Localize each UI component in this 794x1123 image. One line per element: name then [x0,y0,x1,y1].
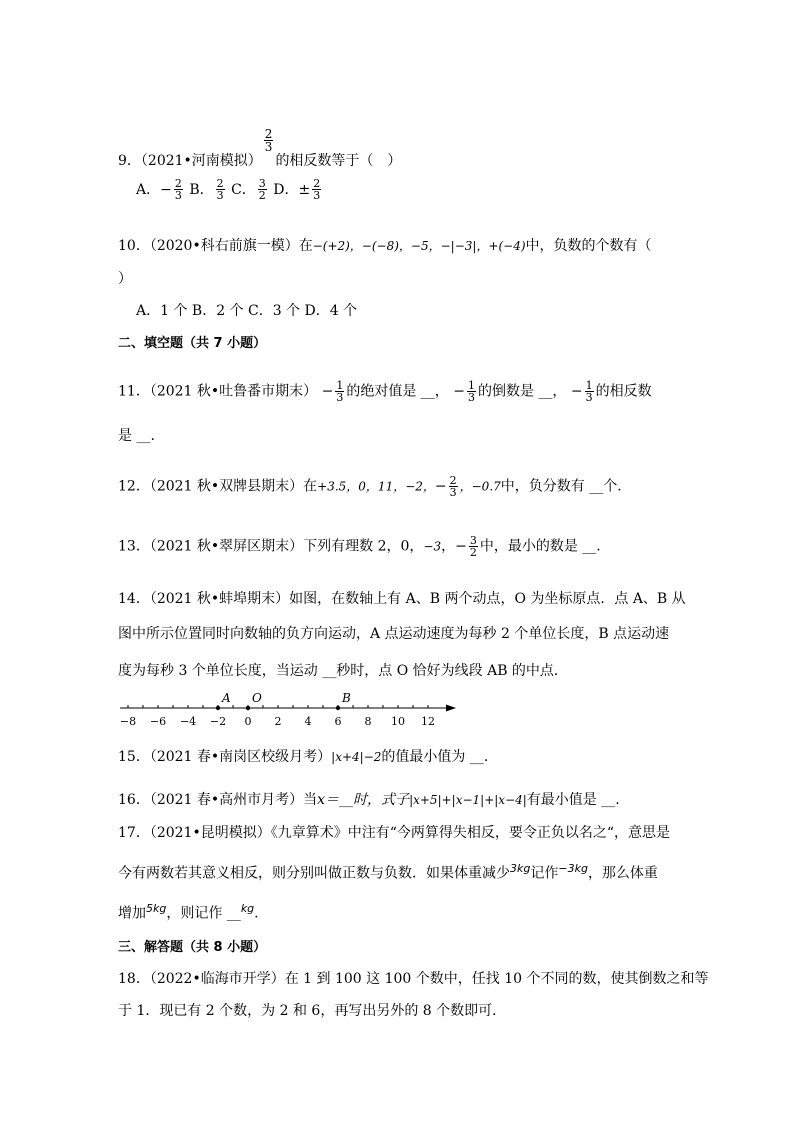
tick-label: 0 [244,715,252,728]
q9-option-d: D．± $\frac{2}{3}$ [273,177,321,202]
axis-arrow [446,705,456,712]
q17-line1: 17．（2021•昆明模拟）《九章算术》中注有“今两算得失相反，要令正负以名之“，意思是 [118,825,671,841]
question-12: 12．（2021 秋•双牌县期末）在+3.5，0，11，−2，− $\frac{2}{3}$ ，−0.7中，负分数有 __个. [118,474,622,499]
q16-expr: |x+5|+|x−1|+|x−4| [409,793,527,807]
q9-option-c: C． $\frac{3}{2}$ [231,177,266,202]
q9-options [136,178,323,201]
tick-label: 12 [421,715,435,728]
q18-line2: 于 1．现已有 2 个数，为 2 和 6，再写出另外的 8 个数即可． [118,1003,507,1019]
question-16: 16．（2021 春•高州市月考）当x＝__时，式子|x+5|+|x−1|+|x−4|有最小值是 __. [118,792,620,808]
q10-line2: ） [118,271,132,287]
question-15: 15．（2021 春•南岗区校级月考）|x+4|−2的值最小值为 __. [118,749,489,765]
point-a [216,706,220,710]
q9-prefix: 9．（2021•河南模拟） [118,153,262,169]
q15-expr: |x+4|−2 [331,750,382,764]
question-9 [118,128,401,170]
tick-label: 10 [391,715,405,728]
point-label-b: B [342,691,351,705]
q14-line3: 度为每秒 3 个单位长度，当运动 __秒时，点 O 恰好为线段 AB 的中点． [118,663,568,679]
tick-label: 4 [304,715,312,728]
q11-line2: 是 __. [118,428,155,444]
point-label-o: O [252,691,262,705]
tick-label: −4 [179,715,197,728]
q9-option-a: A．− $\frac{2}{3}$ [136,177,182,202]
tick-label: −8 [119,715,137,728]
q14-line2: 图中所示位置同时向数轴的负方向运动，A 点运动速度为每秒 2 个单位长度，B 点运动速 [118,626,670,642]
q18-line1: 18．（2022•临海市开学）在 1 到 100 这 100 个数中，任找 10 个不同的数，使其倒数之和等 [118,971,709,987]
question-10: 10．（2020•科右前旗一模）在−(+2)，−(−8)，−5，−|−3|，+(−4)中，负数的个数有（ [118,238,652,254]
q10-items: −(+2)，−(−8)，−5，−|−3|，+(−4) [312,239,526,253]
q10-options: A．1 个 B．2 个 C．3 个 D．4 个 [136,303,358,319]
tick-label: −2 [209,715,227,728]
number-line [118,690,468,738]
question-11: 11．（2021 秋•吐鲁番市期末） − $\frac{1}{3}$ 的绝对值是 __， − $\frac{1}{3}$ 的倒数是 __， − $\frac{1}{3}$ 的相反数 [118,379,652,404]
question-13: 13．（2021 秋•翠屏区期末）下列有理数 2，0，−3，− $\frac{3}{2}$ 中，最小的数是 __. [118,534,601,559]
point-label-a: A [222,691,231,705]
tick-label: 6 [334,715,342,728]
point-b [336,706,340,710]
point-o [246,706,250,710]
tick-label: 8 [364,715,372,728]
q17-line2: 今有两数若其意义相反，则分别叫做正数与负数．如果体重减少$^{3kg}$记作$^{-3kg}$，那么体重 [118,862,658,882]
q9-fraction: $\frac{2}{3}$ [264,127,273,154]
q9-option-b: B． $\frac{2}{3}$ [189,177,224,202]
section-3-heading: 三、解答题（共 8 小题） [118,940,267,955]
q9-suffix: 的相反数等于（ ） [275,153,402,169]
tick-label: −6 [149,715,167,728]
section-2-heading: 二、填空题（共 7 小题） [118,336,267,351]
tick-label: 2 [274,715,282,728]
q17-line3: 增加$^{5kg}$，则记作 __$^{kg}$. [118,902,259,922]
q14-line1: 14．（2021 秋•蚌埠期末）如图，在数轴上有 A、B 两个动点，O 为坐标原点．点 A、B 从 [118,591,686,607]
